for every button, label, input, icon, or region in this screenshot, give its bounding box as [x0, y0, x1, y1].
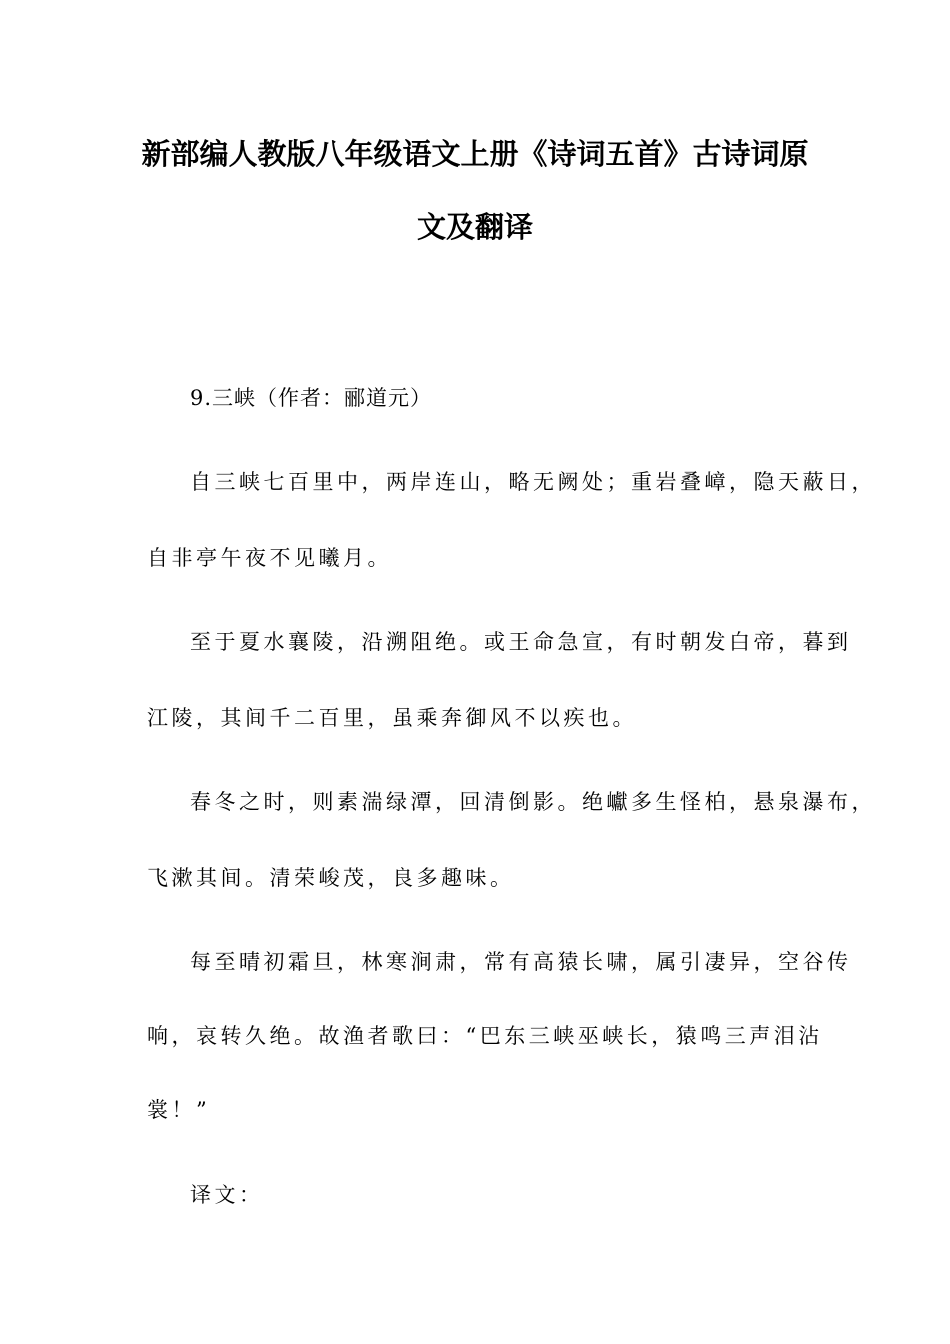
- section-heading: 9.三峡（作者：郦道元）: [190, 386, 433, 410]
- paragraph-3-line-1: 春冬之时，则素湍绿潭，回清倒影。绝巘多生怪柏，悬泉瀑布，: [190, 790, 876, 814]
- paragraph-4-line-1: 每至晴初霜旦，林寒涧肃，常有高猿长啸，属引凄异，空谷传: [190, 950, 852, 974]
- paragraph-3-line-2: 飞漱其间。清荣峻茂，良多趣味。: [147, 866, 515, 890]
- paragraph-1-line-1: 自三峡七百里中，两岸连山，略无阙处；重岩叠嶂，隐天蔽日，: [190, 470, 876, 494]
- paragraph-2-line-2: 江陵，其间千二百里，虽乘奔御风不以疾也。: [147, 706, 637, 730]
- paragraph-2-line-1: 至于夏水襄陵，沿溯阻绝。或王命急宣，有时朝发白帝，暮到: [190, 630, 852, 654]
- paragraph-4-line-2: 响，哀转久绝。故渔者歌曰：“巴东三峡巫峡长，猿鸣三声泪沾: [147, 1024, 823, 1048]
- paragraph-4-line-3: 裳！”: [147, 1098, 211, 1122]
- paragraph-1-line-2: 自非亭午夜不见曦月。: [147, 546, 392, 570]
- page-title-line-2: 文及翻译: [416, 210, 533, 244]
- translation-label: 译文：: [190, 1183, 264, 1207]
- page-title-line-1: 新部编人教版八年级语文上册《诗词五首》古诗词原: [141, 137, 809, 171]
